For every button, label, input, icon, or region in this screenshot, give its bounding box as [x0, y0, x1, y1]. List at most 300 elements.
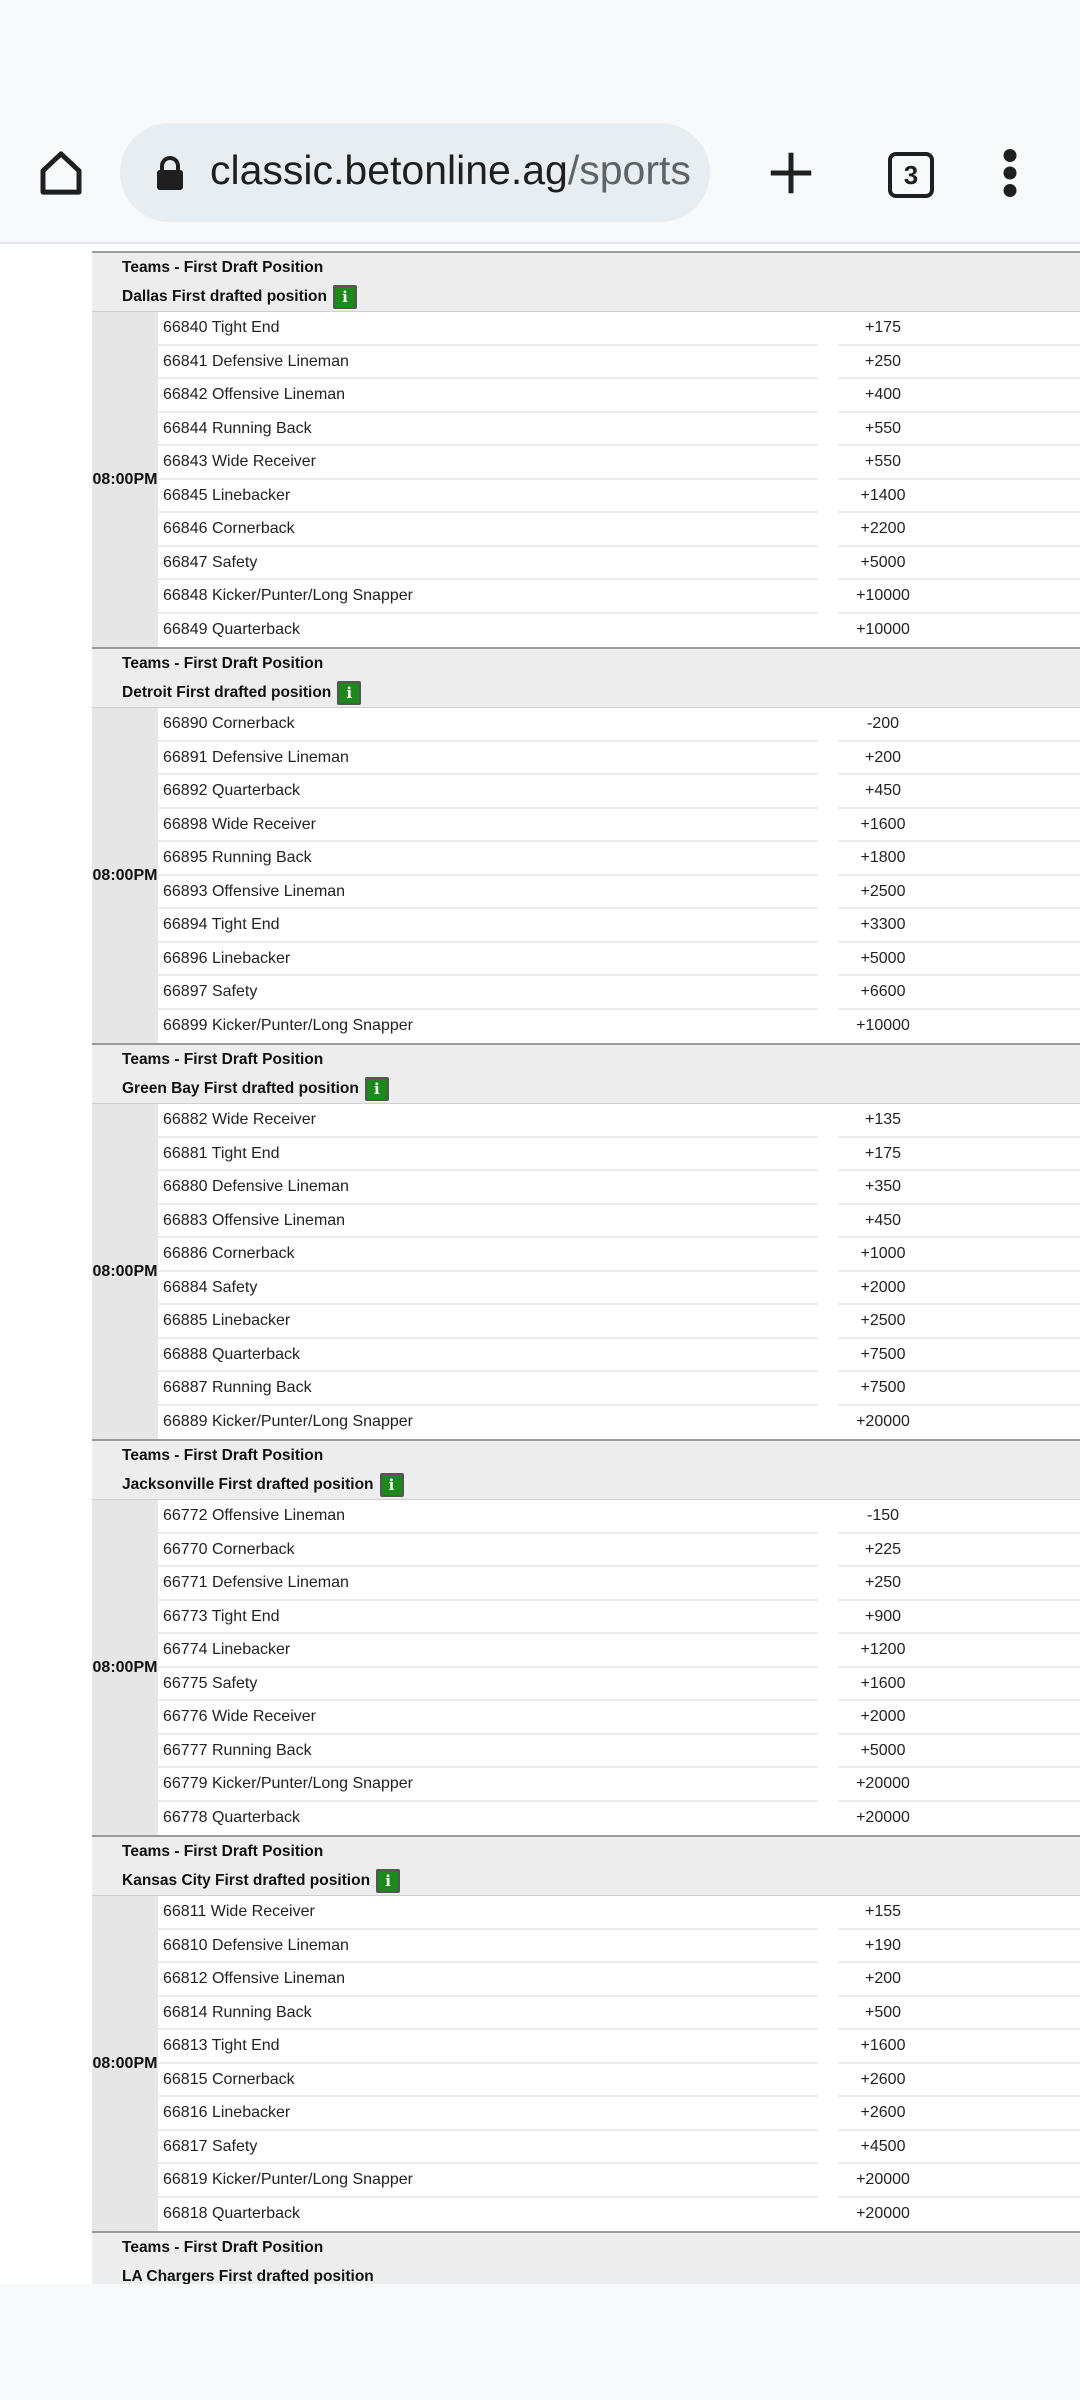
- selection-name: [158, 1138, 818, 1172]
- selection-label: Kicker/Punter/Long Snapper: [211, 1016, 413, 1034]
- selection-row: [158, 943, 1080, 977]
- event-time: [92, 1500, 158, 1835]
- section-title: Green Bay First drafted position: [122, 1080, 359, 1097]
- selection-label: Running Back: [211, 1379, 312, 1396]
- odds-button[interactable]: +1600: [860, 815, 906, 833]
- odds-button[interactable]: -200: [866, 715, 900, 732]
- selection-label: Cornerback: [211, 520, 295, 537]
- selection-row: [158, 1339, 1080, 1373]
- selection-name: [158, 708, 818, 742]
- section-body: [92, 311, 1080, 647]
- selection-row: [158, 446, 1080, 480]
- selection-row: [158, 909, 1080, 943]
- selection-name: [158, 2064, 818, 2098]
- selection-name: [158, 446, 818, 480]
- selection-label: Safety: [211, 983, 258, 1000]
- odds-button[interactable]: +2600: [860, 2070, 906, 2088]
- row-spacer: [818, 1406, 838, 1440]
- odds-button[interactable]: +550: [864, 419, 902, 437]
- selection-row: [158, 1406, 1080, 1440]
- odds-button[interactable]: -150: [866, 1507, 900, 1524]
- selection-name: [158, 1930, 818, 1964]
- odds-button[interactable]: +10000: [856, 587, 910, 604]
- selection-rows: [158, 312, 1080, 647]
- section-header: [92, 1837, 1080, 1895]
- market-section: [92, 647, 1080, 1043]
- market-section: [92, 1439, 1080, 1835]
- selection-label: Tight End: [211, 2037, 280, 2054]
- rotation-number: 66818: [163, 2204, 208, 2222]
- odds-button[interactable]: +250: [864, 1574, 902, 1591]
- odds-button[interactable]: +2000: [860, 1708, 906, 1725]
- rotation-number: 66777: [163, 1741, 208, 1759]
- rotation-number: 66881: [163, 1144, 208, 1162]
- selection-row: [158, 1534, 1080, 1568]
- selection-label: Kicker/Punter/Long Snapper: [211, 587, 413, 604]
- odds-button[interactable]: +550: [864, 453, 902, 470]
- odds-button[interactable]: +20000: [856, 1412, 910, 1430]
- event-time-part: PM: [133, 1659, 158, 1676]
- selection-row: [158, 842, 1080, 876]
- section-body: [92, 1895, 1080, 2231]
- odds-cell[interactable]: [838, 480, 1080, 514]
- odds-cell[interactable]: [838, 976, 1080, 1010]
- row-spacer: [818, 1339, 838, 1373]
- odds-cell[interactable]: [838, 1372, 1080, 1406]
- selection-name: [158, 480, 818, 514]
- browser-toolbar: [0, 0, 1080, 242]
- info-icon[interactable]: i: [333, 285, 357, 309]
- row-spacer: [818, 1567, 838, 1601]
- selection-row: [158, 1701, 1080, 1735]
- selection-row: [158, 1802, 1080, 1836]
- selection-label: Quarterback: [211, 1808, 300, 1826]
- selection-name: [158, 1634, 818, 1668]
- section-title: Kansas City First drafted position: [122, 1872, 371, 1889]
- odds-button[interactable]: +1600: [860, 1674, 906, 1692]
- selection-row: [158, 312, 1080, 346]
- selection-row: [158, 480, 1080, 514]
- odds-cell[interactable]: [838, 379, 1080, 413]
- selection-label: Safety: [211, 553, 258, 571]
- odds-button[interactable]: +200: [864, 1970, 902, 1987]
- odds-button[interactable]: +20000: [856, 2204, 910, 2222]
- odds-cell[interactable]: [838, 1963, 1080, 1997]
- odds-cell[interactable]: [838, 547, 1080, 581]
- selection-name: [158, 1010, 818, 1044]
- odds-cell[interactable]: [838, 1500, 1080, 1534]
- selection-row: [158, 614, 1080, 648]
- address-bar[interactable]: [120, 123, 710, 222]
- rotation-number: 66817: [163, 2137, 208, 2155]
- event-time-part: PM: [133, 867, 158, 884]
- odds-cell[interactable]: [838, 2030, 1080, 2064]
- odds-cell[interactable]: [838, 446, 1080, 480]
- odds-button[interactable]: +2500: [860, 1312, 906, 1329]
- selection-row: [158, 1963, 1080, 1997]
- row-spacer: [818, 413, 838, 447]
- event-time-part: PM: [133, 1263, 158, 1280]
- odds-button[interactable]: +175: [864, 319, 902, 336]
- rotation-number: 66890: [163, 715, 208, 732]
- odds-button[interactable]: +400: [864, 386, 902, 403]
- selection-label: Defensive Lineman: [211, 352, 349, 370]
- rotation-number: 66842: [163, 386, 208, 403]
- odds-button[interactable]: +500: [864, 2003, 902, 2021]
- event-time-part: PM: [133, 2055, 158, 2072]
- odds-button[interactable]: +10000: [856, 1016, 910, 1034]
- odds-cell[interactable]: [838, 2064, 1080, 2098]
- info-icon[interactable]: i: [365, 1077, 389, 1101]
- row-spacer: [818, 446, 838, 480]
- row-spacer: [818, 2030, 838, 2064]
- odds-button[interactable]: +20000: [856, 1775, 910, 1792]
- event-time-part: 08:00: [92, 1263, 134, 1280]
- selection-name: [158, 1534, 818, 1568]
- odds-cell[interactable]: [838, 1272, 1080, 1306]
- section-title-line: [122, 678, 1080, 707]
- selection-row: [158, 1305, 1080, 1339]
- rotation-number: 66889: [163, 1412, 208, 1430]
- odds-button[interactable]: +1000: [860, 1245, 906, 1262]
- section-category: Teams - First Draft Position: [122, 655, 324, 672]
- odds-button[interactable]: +3300: [860, 916, 906, 933]
- odds-button[interactable]: +1800: [860, 849, 906, 866]
- page-content: [0, 242, 1080, 2284]
- row-spacer: [818, 1963, 838, 1997]
- selection-label: Quarterback: [211, 2204, 300, 2222]
- odds-cell[interactable]: [838, 842, 1080, 876]
- selection-label: Cornerback: [211, 715, 295, 732]
- odds-cell[interactable]: [838, 1735, 1080, 1769]
- rotation-number: 66883: [163, 1211, 208, 1229]
- section-title-line: [122, 1866, 1080, 1895]
- selection-label: Running Back: [211, 849, 312, 866]
- section-title: Dallas First drafted position: [122, 288, 327, 305]
- odds-button[interactable]: +450: [864, 782, 902, 799]
- odds-cell[interactable]: [838, 1701, 1080, 1735]
- selection-name: [158, 842, 818, 876]
- section-header: [92, 253, 1080, 311]
- selection-row: [158, 1272, 1080, 1306]
- selection-row: [158, 513, 1080, 547]
- tab-switcher-button[interactable]: 3: [888, 152, 934, 198]
- odds-button[interactable]: +900: [864, 1607, 902, 1625]
- rotation-number: 66771: [163, 1574, 208, 1591]
- row-spacer: [818, 1735, 838, 1769]
- rotation-number: 66893: [163, 882, 208, 900]
- odds-button[interactable]: +2600: [860, 2104, 906, 2121]
- odds-button[interactable]: +4500: [860, 2137, 906, 2155]
- selection-label: Safety: [211, 2137, 258, 2155]
- rotation-number: 66779: [163, 1775, 208, 1792]
- rotation-number: 66841: [163, 352, 208, 370]
- odds-button[interactable]: +155: [864, 1903, 902, 1920]
- odds-cell[interactable]: [838, 742, 1080, 776]
- home-icon[interactable]: [34, 146, 88, 200]
- odds-button[interactable]: +2000: [860, 1278, 906, 1296]
- selection-label: Linebacker: [211, 1312, 291, 1329]
- row-spacer: [818, 976, 838, 1010]
- rotation-number: 66896: [163, 949, 208, 967]
- market-section: [92, 1835, 1080, 2231]
- odds-cell[interactable]: [838, 2131, 1080, 2165]
- rotation-number: 66885: [163, 1312, 208, 1329]
- odds-cell[interactable]: [838, 1668, 1080, 1702]
- row-spacer: [818, 2198, 838, 2232]
- odds-cell[interactable]: [838, 312, 1080, 346]
- selection-row: [158, 1896, 1080, 1930]
- odds-cell[interactable]: [838, 1339, 1080, 1373]
- event-time-part: 08:00: [92, 867, 134, 884]
- row-spacer: [818, 909, 838, 943]
- selection-row: [158, 1010, 1080, 1044]
- selection-label: Kicker/Punter/Long Snapper: [211, 2171, 413, 2188]
- more-menu-icon[interactable]: [1000, 148, 1020, 198]
- odds-cell[interactable]: [838, 1238, 1080, 1272]
- odds-cell[interactable]: [838, 580, 1080, 614]
- odds-cell[interactable]: [838, 909, 1080, 943]
- selection-row: [158, 1372, 1080, 1406]
- row-spacer: [818, 580, 838, 614]
- rotation-number: 66811: [163, 1903, 207, 1920]
- selection-label: Defensive Lineman: [211, 1178, 349, 1195]
- row-spacer: [818, 346, 838, 380]
- event-time-part: 08:00: [92, 471, 134, 488]
- odds-cell[interactable]: [838, 1010, 1080, 1044]
- odds-list: [92, 251, 1080, 2284]
- odds-button[interactable]: +1200: [860, 1641, 906, 1658]
- selection-label: Wide Receiver: [211, 1708, 316, 1725]
- odds-cell[interactable]: [838, 413, 1080, 447]
- rotation-number: 66843: [163, 453, 208, 470]
- rotation-number: 66894: [163, 916, 208, 933]
- odds-cell[interactable]: [838, 1205, 1080, 1239]
- selection-label: Quarterback: [211, 782, 300, 799]
- selection-name: [158, 2164, 818, 2198]
- odds-cell[interactable]: [838, 346, 1080, 380]
- section-category: Teams - First Draft Position: [122, 2239, 324, 2256]
- market-section: [92, 1043, 1080, 1439]
- odds-button[interactable]: +225: [864, 1540, 902, 1558]
- event-time: [92, 1896, 158, 2231]
- selection-row: [158, 1500, 1080, 1534]
- section-header: [92, 2233, 1080, 2284]
- selection-row: [158, 346, 1080, 380]
- odds-cell[interactable]: [838, 2097, 1080, 2131]
- odds-cell[interactable]: [838, 2198, 1080, 2232]
- odds-button[interactable]: +7500: [860, 1379, 906, 1396]
- selection-label: Kicker/Punter/Long Snapper: [211, 1775, 413, 1792]
- section-body: [92, 1499, 1080, 1835]
- selection-name: [158, 614, 818, 648]
- odds-button[interactable]: +175: [864, 1144, 902, 1162]
- row-spacer: [818, 1768, 838, 1802]
- selection-label: Offensive Lineman: [211, 1507, 346, 1524]
- rotation-number: 66773: [163, 1607, 208, 1625]
- selection-name: [158, 2097, 818, 2131]
- selection-name: [158, 1238, 818, 1272]
- selection-row: [158, 2030, 1080, 2064]
- odds-button[interactable]: +7500: [860, 1345, 906, 1363]
- odds-cell[interactable]: [838, 1634, 1080, 1668]
- selection-name: [158, 580, 818, 614]
- odds-button[interactable]: +1600: [860, 2037, 906, 2054]
- odds-cell[interactable]: [838, 1601, 1080, 1635]
- odds-cell[interactable]: [838, 1930, 1080, 1964]
- odds-button[interactable]: +20000: [856, 1808, 910, 1826]
- row-spacer: [818, 1896, 838, 1930]
- rotation-number: 66891: [163, 748, 208, 766]
- selection-name: [158, 1735, 818, 1769]
- event-time-part: PM: [133, 471, 158, 488]
- odds-button[interactable]: +190: [864, 1936, 902, 1954]
- odds-cell[interactable]: [838, 2164, 1080, 2198]
- row-spacer: [818, 547, 838, 581]
- section-title: LA Chargers First drafted position: [122, 2268, 374, 2284]
- rotation-number: 66845: [163, 486, 208, 504]
- row-spacer: [818, 2131, 838, 2165]
- selection-label: Offensive Lineman: [211, 1970, 346, 1987]
- section-header: [92, 1045, 1080, 1103]
- odds-button[interactable]: +450: [864, 1211, 902, 1229]
- odds-cell[interactable]: [838, 1997, 1080, 2031]
- odds-cell[interactable]: [838, 513, 1080, 547]
- section-category: Teams - First Draft Position: [122, 1051, 324, 1068]
- row-spacer: [818, 1305, 838, 1339]
- selection-label: Running Back: [211, 1741, 312, 1759]
- odds-cell[interactable]: [838, 1406, 1080, 1440]
- row-spacer: [818, 1104, 838, 1138]
- selection-name: [158, 909, 818, 943]
- lock-icon[interactable]: [154, 156, 186, 190]
- odds-cell[interactable]: [838, 1305, 1080, 1339]
- odds-cell[interactable]: [838, 876, 1080, 910]
- selection-label: Wide Receiver: [211, 453, 316, 470]
- selection-name: [158, 1305, 818, 1339]
- selection-rows: [158, 1500, 1080, 1835]
- odds-button[interactable]: +350: [864, 1178, 902, 1195]
- section-title-line: [122, 2262, 1080, 2284]
- row-spacer: [818, 1272, 838, 1306]
- selection-label: Tight End: [211, 916, 280, 933]
- row-spacer: [818, 2164, 838, 2198]
- odds-button[interactable]: +2500: [860, 882, 906, 900]
- selection-label: Cornerback: [211, 1540, 295, 1558]
- selection-row: [158, 379, 1080, 413]
- selection-label: Linebacker: [211, 949, 291, 967]
- odds-button[interactable]: +5000: [860, 949, 906, 967]
- selection-label: Defensive Lineman: [211, 1936, 349, 1954]
- odds-cell[interactable]: [838, 775, 1080, 809]
- selection-name: [158, 1997, 818, 2031]
- selection-row: [158, 809, 1080, 843]
- odds-cell[interactable]: [838, 943, 1080, 977]
- rotation-number: 66774: [163, 1641, 208, 1658]
- row-spacer: [818, 876, 838, 910]
- selection-label: Linebacker: [211, 2104, 291, 2121]
- odds-cell[interactable]: [838, 809, 1080, 843]
- odds-button[interactable]: +135: [864, 1111, 902, 1128]
- odds-button[interactable]: +10000: [856, 620, 910, 638]
- row-spacer: [818, 1701, 838, 1735]
- rotation-number: 66814: [163, 2003, 208, 2021]
- odds-cell[interactable]: [838, 1802, 1080, 1836]
- selection-label: Offensive Lineman: [211, 882, 346, 900]
- selection-row: [158, 1171, 1080, 1205]
- selection-name: [158, 379, 818, 413]
- selection-label: Quarterback: [211, 620, 300, 638]
- row-spacer: [818, 1205, 838, 1239]
- selection-name: [158, 1567, 818, 1601]
- info-icon[interactable]: i: [337, 681, 361, 705]
- odds-cell[interactable]: [838, 1567, 1080, 1601]
- section-title: Jacksonville First drafted position: [122, 1476, 374, 1493]
- odds-button[interactable]: +200: [864, 748, 902, 766]
- odds-button[interactable]: +2200: [860, 520, 906, 537]
- odds-button[interactable]: +20000: [856, 2171, 910, 2188]
- row-spacer: [818, 775, 838, 809]
- odds-cell[interactable]: [838, 1534, 1080, 1568]
- row-spacer: [818, 1010, 838, 1044]
- selection-name: [158, 1272, 818, 1306]
- odds-cell[interactable]: [838, 1171, 1080, 1205]
- row-spacer: [818, 943, 838, 977]
- selection-name: [158, 809, 818, 843]
- selection-label: Safety: [211, 1674, 258, 1692]
- selection-label: Offensive Lineman: [211, 386, 346, 403]
- odds-cell[interactable]: [838, 1104, 1080, 1138]
- selection-name: [158, 1406, 818, 1440]
- row-spacer: [818, 1634, 838, 1668]
- selection-label: Wide Receiver: [211, 1111, 316, 1128]
- info-icon[interactable]: i: [376, 1869, 400, 1893]
- selection-label: Wide Receiver: [210, 1903, 315, 1920]
- selection-row: [158, 1104, 1080, 1138]
- odds-cell[interactable]: [838, 1896, 1080, 1930]
- row-spacer: [818, 2064, 838, 2098]
- selection-row: [158, 1601, 1080, 1635]
- info-icon[interactable]: i: [380, 1473, 404, 1497]
- odds-cell[interactable]: [838, 1768, 1080, 1802]
- new-tab-icon[interactable]: [764, 146, 818, 200]
- odds-button[interactable]: +250: [864, 352, 902, 370]
- rotation-number: 66847: [163, 553, 208, 571]
- odds-button[interactable]: +6600: [860, 983, 906, 1000]
- odds-cell[interactable]: [838, 708, 1080, 742]
- rotation-number: 66848: [163, 587, 208, 604]
- selection-name: [158, 2131, 818, 2165]
- selection-row: [158, 547, 1080, 581]
- selection-row: [158, 580, 1080, 614]
- selection-label: Cornerback: [211, 1245, 295, 1262]
- selection-row: [158, 1768, 1080, 1802]
- rotation-number: 66812: [163, 1970, 208, 1987]
- selection-name: [158, 1601, 818, 1635]
- rotation-number: 66815: [163, 2070, 208, 2088]
- odds-button[interactable]: +1400: [860, 486, 906, 504]
- odds-button[interactable]: +5000: [860, 1741, 906, 1759]
- odds-cell[interactable]: [838, 1138, 1080, 1172]
- section-title-line: [122, 282, 1080, 311]
- selection-row: [158, 775, 1080, 809]
- odds-button[interactable]: +5000: [860, 553, 906, 571]
- rotation-number: 66816: [163, 2104, 208, 2121]
- rotation-number: 66897: [163, 983, 208, 1000]
- odds-cell[interactable]: [838, 614, 1080, 648]
- selection-row: [158, 2131, 1080, 2165]
- selection-name: [158, 1701, 818, 1735]
